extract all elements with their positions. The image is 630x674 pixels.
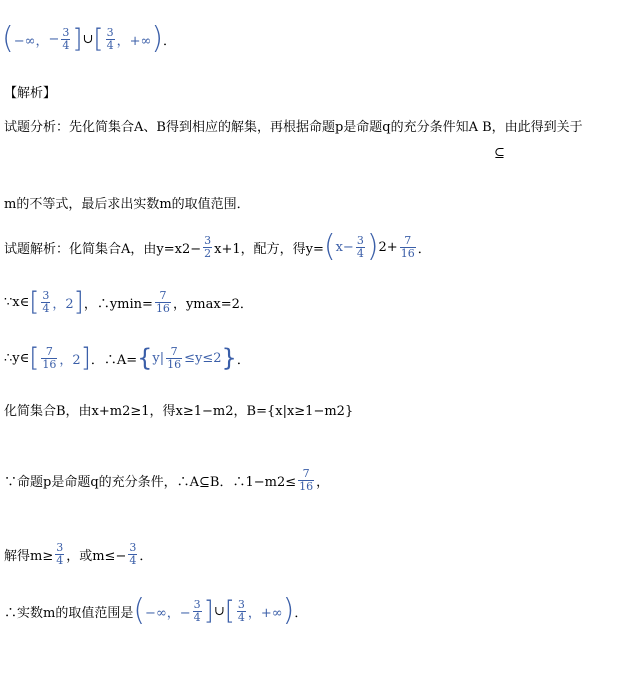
right-paren: ) (366, 229, 379, 264)
fraction: $\frac{7}{16}$ (155, 288, 170, 315)
left-bracket: [ (224, 596, 235, 626)
right-bracket: ] (72, 24, 83, 54)
minus-sign: − (48, 31, 60, 47)
fraction: $\frac{7}{16}$ (42, 344, 57, 371)
top-answer-line (2, 21, 177, 56)
summary-line-1: 试题分析：先化简集合A、B得到相应的解集，再根据命题p是命题q的充分条件知A B，由此得到关于 (4, 120, 583, 135)
right-bracket: ] (203, 596, 214, 626)
right-bracket: ] (73, 287, 84, 317)
solution-line-1: 试题解析：化简集合A，由y=x2− $\frac{3}{2}$ x+1，配方，得y= ( x− $\frac{3}{4}$ ) 2+ $\frac{7}{16}$ ． (4, 229, 431, 264)
analysis-header: 【解析】 (4, 86, 57, 101)
solution-line-4: 化简集合B，由x+m2≥1，得x≥1−m2，B={x|x≥1−m2} (4, 404, 354, 419)
solution-line-5: ∵命题p是命题q的充分条件，∴A⊆B．∴1−m2≤ $\frac{7}{16}$ ， (4, 467, 330, 493)
fraction: $\frac{3}{4}$ (106, 25, 114, 52)
right-bracket: ] (80, 343, 91, 373)
right-paren: ) (282, 593, 295, 628)
union-symbol: ∪ (82, 31, 94, 47)
fraction: $\frac{7}{16}$ (400, 233, 415, 260)
neg-inf: −∞， (13, 33, 49, 49)
fraction: $\frac{7}{16}$ (299, 467, 314, 493)
left-bracket: [ (29, 287, 40, 317)
left-paren: ( (323, 229, 336, 264)
fraction: $\frac{3}{4}$ (356, 233, 364, 260)
solution-line-3: ∴y∈ [ $\frac{7}{16}$ ，2 ] ．∴A= { y| $\frac{7}{16}$ ≤y≤2 } ． (4, 343, 250, 373)
fraction: $\frac{3}{4}$ (56, 541, 64, 567)
right-paren: ) (151, 21, 164, 56)
left-paren: ( (133, 593, 146, 628)
fraction: $\frac{3}{4}$ (193, 597, 201, 624)
solution-line-2: ∵x∈ [ $\frac{3}{4}$ ，2 ] ，∴ymin= $\frac{7}{16}$ ，ymax=2． (4, 287, 253, 317)
fraction: $\frac{3}{4}$ (42, 288, 50, 315)
fraction: $\frac{3}{4}$ (62, 25, 70, 52)
solution-line-7: ∴实数m的取值范围是 ( −∞，− $\frac{3}{4}$ ] ∪ [ $\frac{3}{4}$ ，+∞ ) ． (4, 593, 308, 628)
fraction: $\frac{3}{4}$ (129, 541, 137, 567)
fraction: $\frac{3}{4}$ (237, 597, 245, 624)
left-brace: { (137, 344, 153, 372)
fraction: $\frac{3}{2}$ (204, 233, 212, 260)
fraction: $\frac{7}{16}$ (167, 344, 182, 371)
period: ． (163, 33, 177, 49)
left-paren: ( (2, 21, 14, 56)
summary-line-2: m的不等式，最后求出实数m的取值范围． (4, 197, 250, 212)
solution-line-6: 解得m≥ $\frac{3}{4}$ ，或m≤− $\frac{3}{4}$ ． (4, 541, 153, 567)
left-bracket: [ (29, 343, 40, 373)
pos-inf: ，+∞ (116, 33, 152, 49)
subset-symbol: ⊆ (494, 146, 505, 161)
left-bracket: [ (93, 24, 104, 54)
right-brace: } (221, 344, 237, 372)
